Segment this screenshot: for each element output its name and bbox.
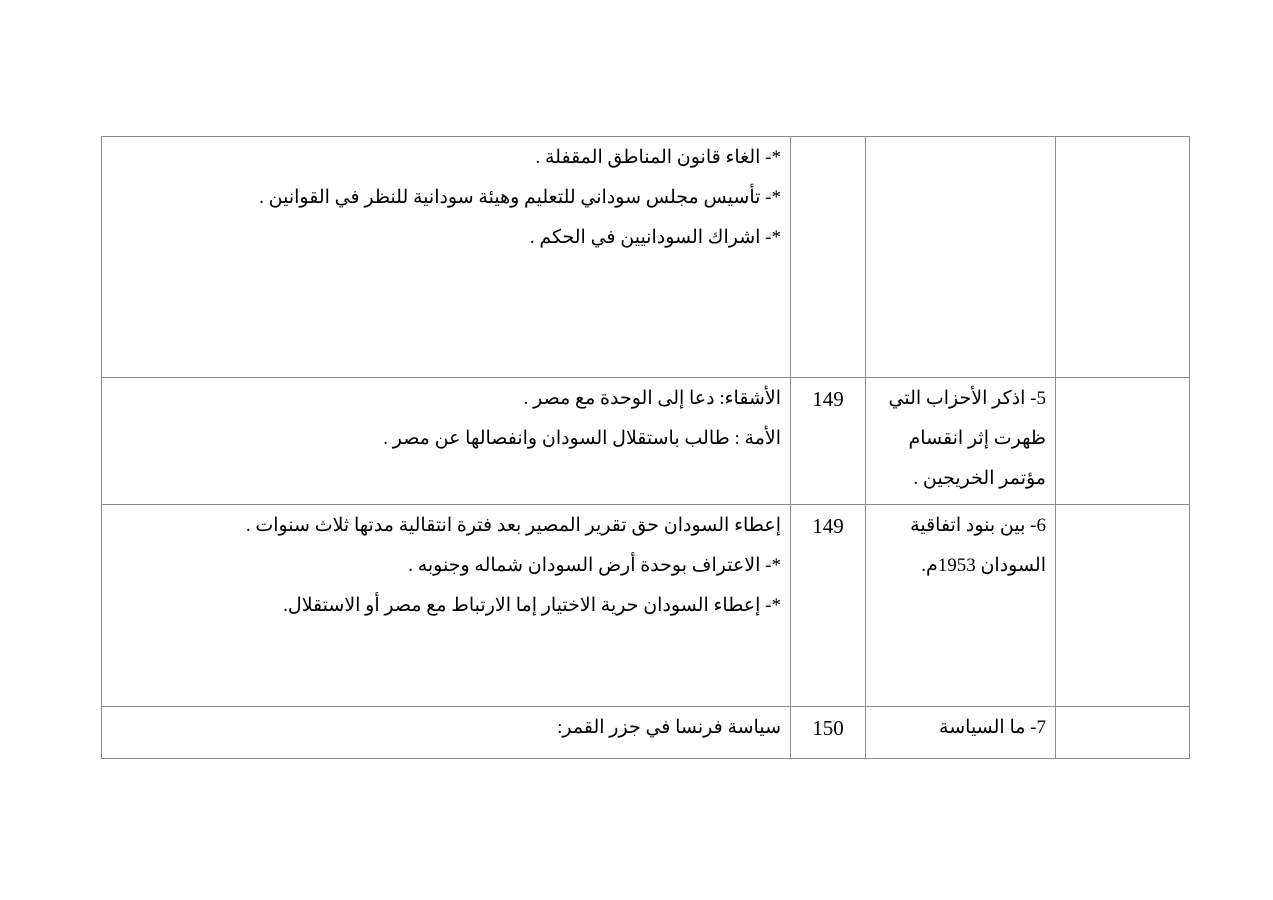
page-cell (791, 137, 866, 378)
table-row (102, 505, 1190, 707)
blank-cell (1056, 505, 1190, 707)
page-number: 150 (812, 716, 844, 740)
answer-line: *- تأسيس مجلس سوداني للتعليم وهيئة سودانية للنظر في القوانين . (259, 187, 781, 208)
blank-cell (1056, 137, 1190, 378)
answer-line: *- اشراك السودانيين في الحكم . (529, 227, 781, 248)
answer-cell (102, 378, 791, 505)
table-row (102, 137, 1190, 378)
question-cell (866, 137, 1056, 378)
question-line: 7- ما السياسة (939, 717, 1046, 738)
page-number: 149 (812, 387, 844, 411)
question-line: ظهرت إثر انقسام (908, 428, 1046, 449)
page-number (791, 137, 865, 143)
question-line: 6- بين بنود اتفاقية (910, 515, 1046, 536)
question-line: 5- اذكر الأحزاب التي (888, 388, 1046, 409)
answer-line: *- الغاء قانون المناطق المقفلة . (535, 147, 781, 168)
question-cell (866, 378, 1056, 505)
answer-line: *- إعطاء السودان حرية الاختيار إما الارتباط مع مصر أو الاستقلال. (283, 595, 781, 616)
answer-line: إعطاء السودان حق تقرير المصير بعد فترة انتقالية مدتها ثلاث سنوات . (245, 515, 781, 536)
page-number: 149 (812, 514, 844, 538)
blank-cell (1056, 707, 1190, 759)
answer-line: الأشقاء: دعا إلى الوحدة مع مصر . (523, 388, 781, 409)
answer-cell (102, 137, 791, 378)
table-row (102, 378, 1190, 505)
blank-cell (1056, 378, 1190, 505)
page-cell (791, 505, 866, 707)
question-line: مؤتمر الخريجين . (913, 468, 1046, 489)
answer-table (101, 136, 1190, 759)
question-cell (866, 707, 1056, 759)
page-cell (791, 378, 866, 505)
question-cell (866, 505, 1056, 707)
table-row (102, 707, 1190, 759)
answer-line: الأمة : طالب باستقلال السودان وانفصالها عن مصر . (383, 428, 781, 449)
page-cell (791, 707, 866, 759)
answer-cell (102, 707, 791, 759)
question-line: السودان 1953م. (921, 555, 1046, 576)
answer-cell (102, 505, 791, 707)
answer-line: سياسة فرنسا في جزر القمر: (557, 717, 781, 738)
answer-line: *- الاعتراف بوحدة أرض السودان شماله وجنوبه . (408, 555, 781, 576)
